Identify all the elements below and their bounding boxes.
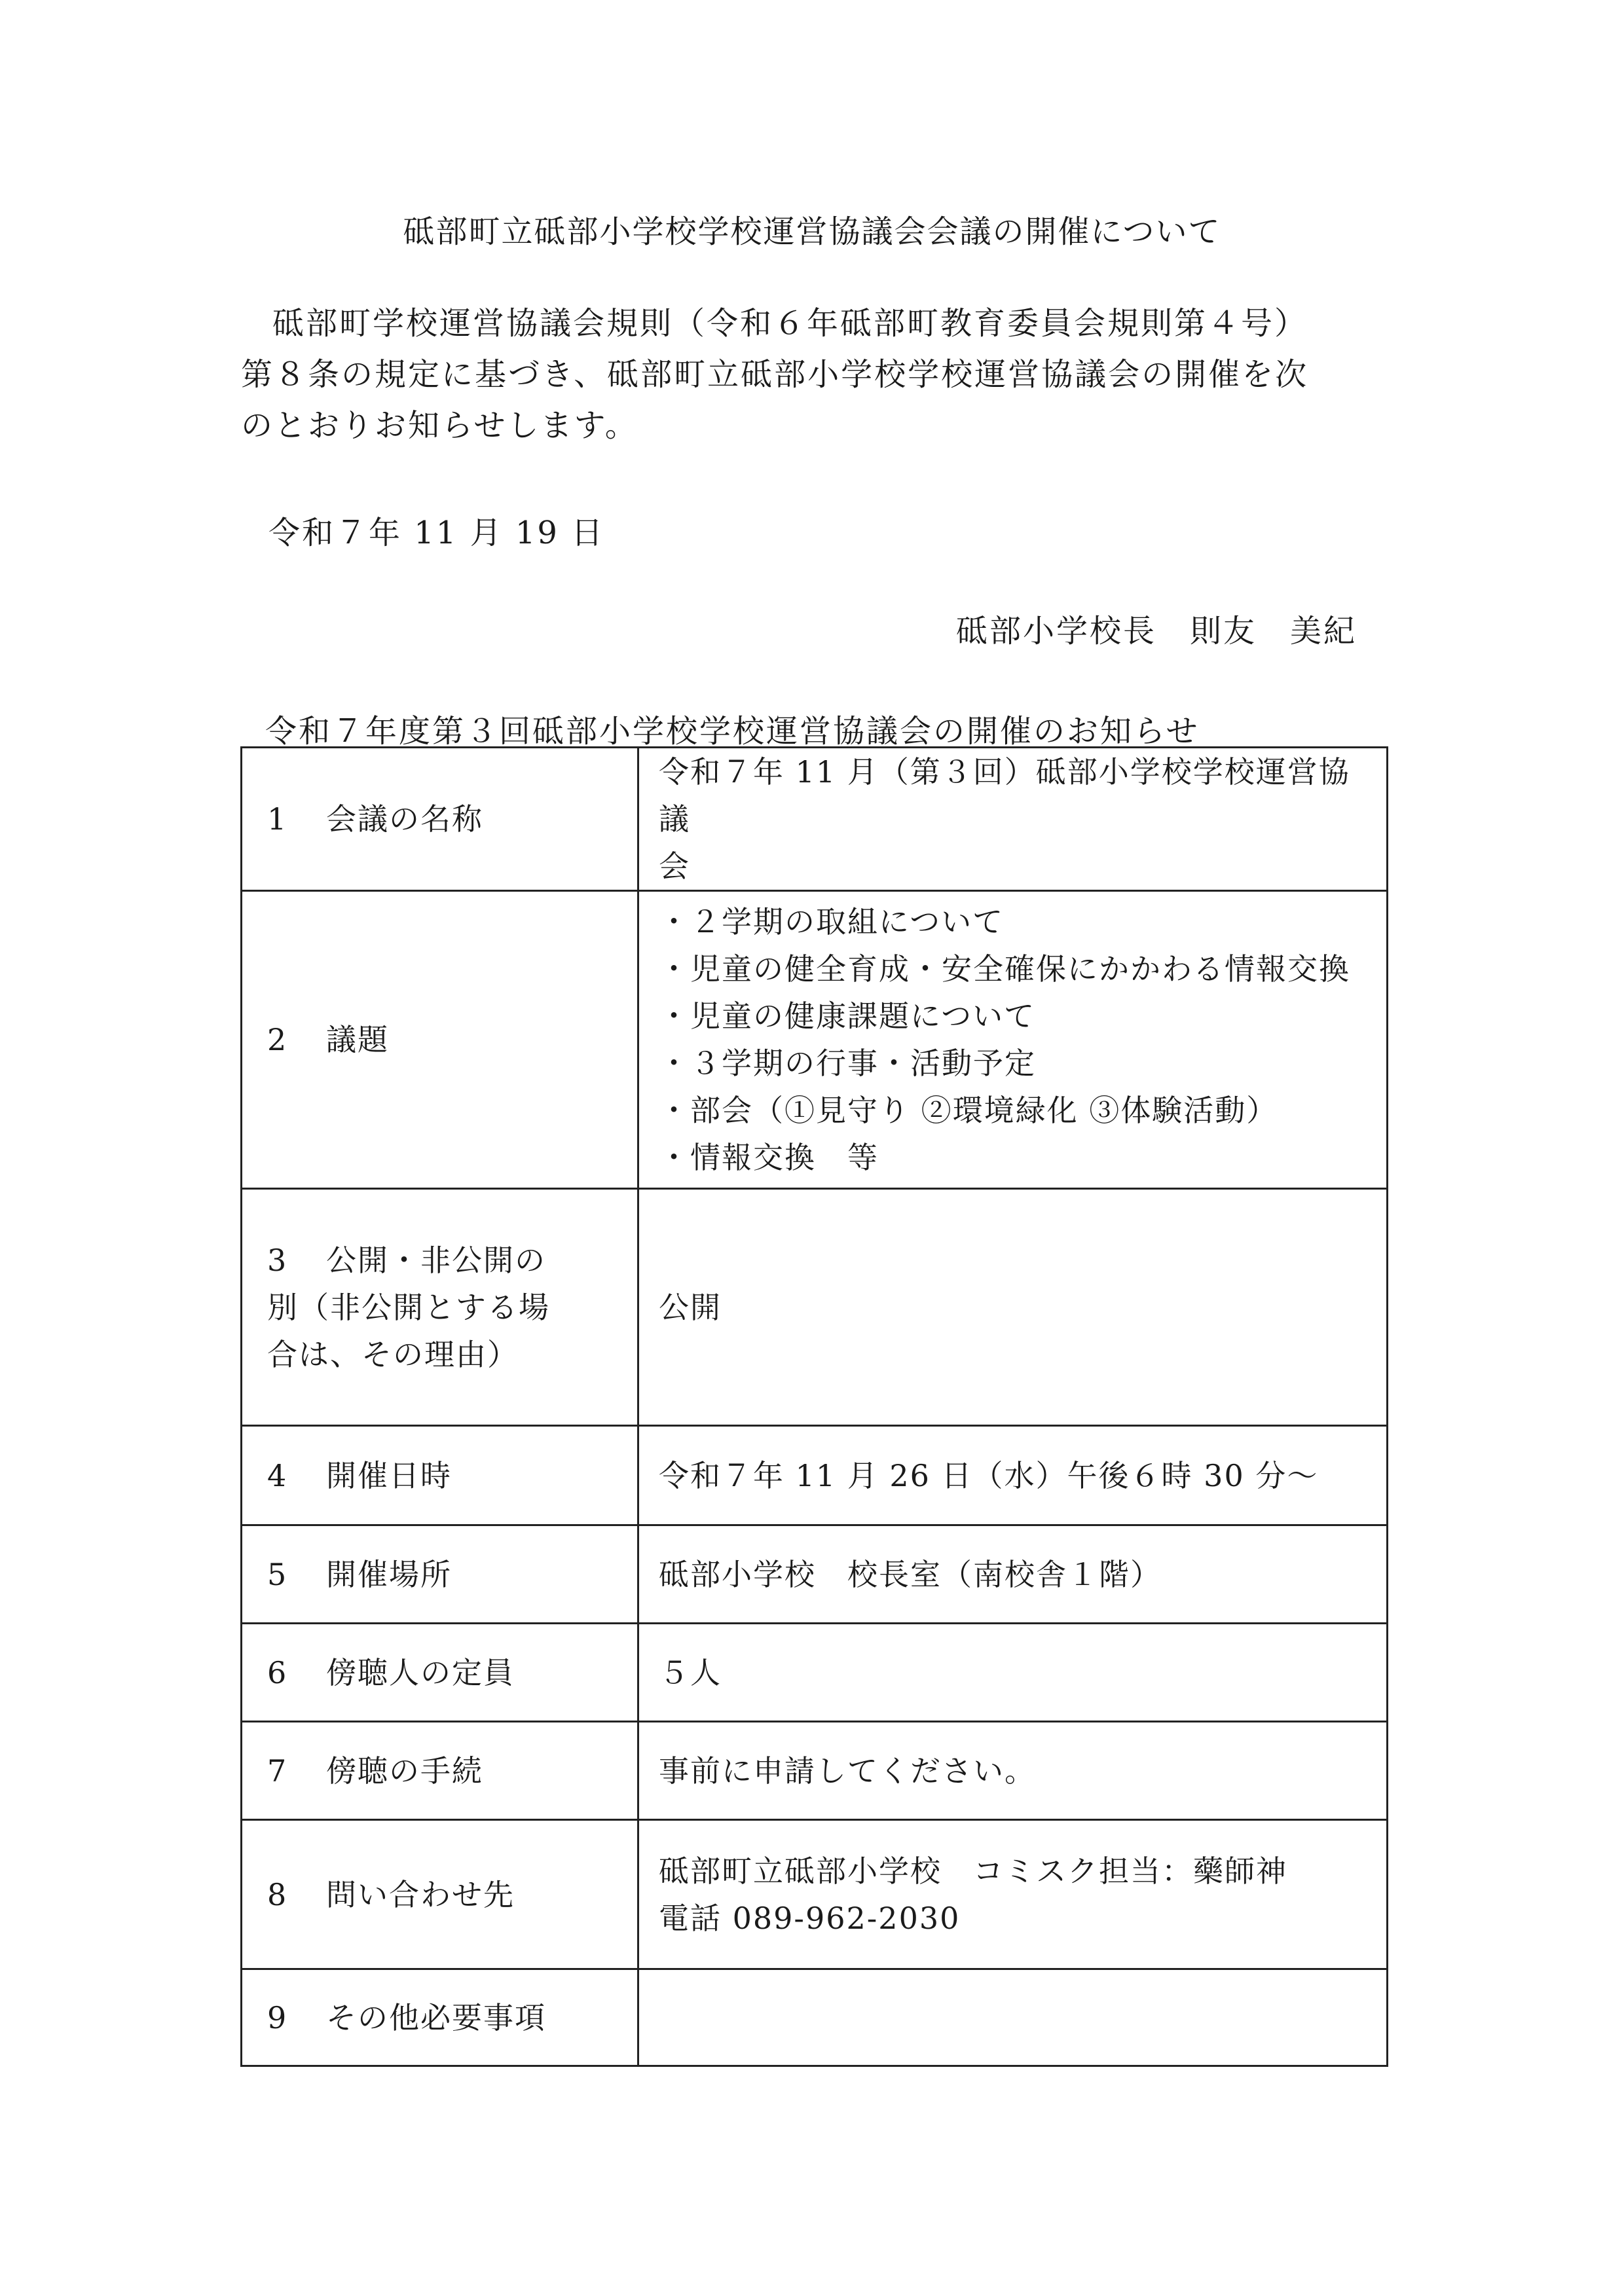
table-row [242,1624,1388,1722]
signature: 砥部小学校長 則友 美紀 [955,613,1357,649]
notice-subtitle: 令和７年度第３回砥部小学校学校運営協議会の開催のお知らせ [265,713,1200,750]
intro-line: 砥部町学校運営協議会規則（令和６年砥部町教育委員会規則第４号） [272,305,1308,342]
row-label: 2 議題 [242,891,638,1189]
row-value: 令和７年 11 月（第３回）砥部小学校学校運営協議 会 [638,748,1388,891]
row-label: 9 その他必要事項 [242,1969,638,2066]
list-item: ・部会（①見守り ②環境緑化 ③体験活動） [659,1093,1278,1128]
table-row [242,1189,1388,1426]
intro-line: 第８条の規定に基づき、砥部町立砥部小学校学校運営協議会の開催を次 [241,356,1309,393]
agenda-list [638,891,1388,1189]
table-row [242,891,1388,1189]
row-value: 公開 [638,1189,1388,1426]
list-item: ・児童の健全育成・安全確保にかかわる情報交換 [659,951,1350,987]
table-row [242,1969,1388,2066]
row-label: 8 問い合わせ先 [242,1820,638,1969]
row-label: 6 傍聴人の定員 [242,1624,638,1722]
row-value: 事前に申請してください。 [638,1722,1388,1820]
table-row [242,1525,1388,1624]
row-label: 5 開催場所 [242,1525,638,1624]
row-label: 4 開催日時 [242,1426,638,1525]
row-label: 1 会議の名称 [242,748,638,891]
row-value: ５人 [638,1624,1388,1722]
table-row [242,1722,1388,1820]
document-title: 砥部町立砥部小学校学校運営協議会会議の開催について [403,213,1221,250]
list-item: ・２学期の取組について [659,904,1005,939]
row-value [638,1969,1388,2066]
table-row [242,1820,1388,1969]
row-value: 令和７年 11 月 26 日（水）午後６時 30 分～ [638,1426,1388,1525]
row-label: 7 傍聴の手続 [242,1722,638,1820]
row-label: 3 公開・非公開の 別（非公開とする場 合は、その理由） [242,1189,638,1426]
list-item: ・情報交換 等 [659,1140,879,1175]
list-item: ・３学期の行事・活動予定 [659,1046,1036,1081]
row-value: 砥部小学校 校長室（南校舎１階） [638,1525,1388,1624]
table-row [242,748,1388,891]
table-row [242,1426,1388,1525]
intro-paragraph [241,298,1393,451]
issue-date: 令和７年 11 月 19 日 [268,515,605,551]
intro-line: のとおりお知らせします。 [241,407,638,444]
list-item: ・児童の健康課題について [659,998,1036,1034]
row-value: 砥部町立砥部小学校 コミスク担当：藥師神 電話 089-962-2030 [638,1820,1388,1969]
meeting-info-table [240,746,1388,2067]
